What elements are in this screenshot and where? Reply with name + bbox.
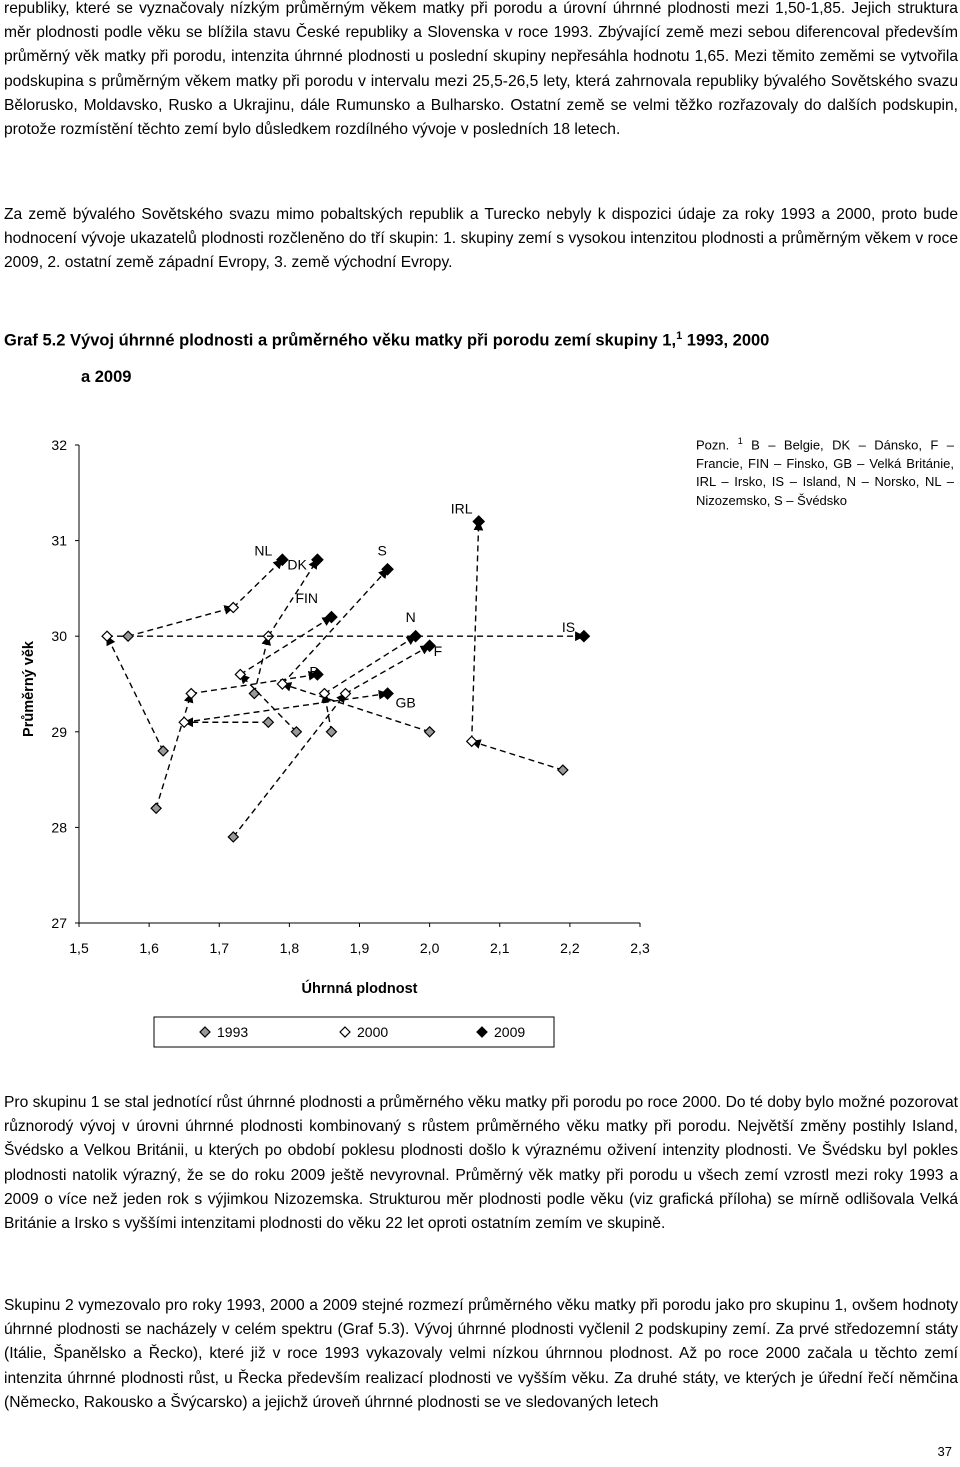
trajectory-segment [472,521,479,741]
trajectory-segment [282,569,387,684]
note-text: B – Belgie, DK – Dánsko, F – Francie, FIN – Finsko, GB – Velká Británie, IRL – Irsko, IS – Island, N – Norsko, NL – Nizozemsko, S – Švédsko [696,437,954,508]
paragraph-1: republiky, které se vyznačovaly nízkým průměrným věkem matky při porodu a úrovní úhrnné plodnosti mezi 1,50-1,85. Jejich struktura měr plodnosti podle věku se blížila stavu České republiky a Slovenska v roce 1993. Zbývající země mezi sebou diferencoval především průměrný věk matky při porodu, intenzita úhrnné plodnosti u poslední skupiny nepřesáhla hodnotu 1,65. Mezi těmito zeměmi se vytvořila podskupina s průměrným věkem matky při porodu v intervalu mezi 25,5-26,5 lety, která zahrnovala republiky bývalého Sovětského svazu Bělorusko, Moldavsko, Rusko a Ukrajinu, dále Rumunsko a Bulharsko. Ostatní země se velmi těžko rozřazovaly do dalších podskupin, protože rozmístění těchto zemí bylo důsledkem rozdílného vývoje v posledních 18 letech. [4,0,958,139]
y-tick-label: 30 [51,628,67,645]
point-1993 [123,631,133,641]
point-2009 [312,554,323,565]
country-label: NL [254,542,273,559]
point-2009 [410,631,421,642]
point-2009 [382,688,393,699]
point-2000 [102,631,112,641]
point-2009 [326,612,337,623]
x-tick-label: 1,5 [69,940,89,956]
paragraph-4: Skupinu 2 vymezovalo pro roky 1993, 2000 a 2009 stejné rozmezí průměrného věku matky při porodu jako pro skupinu 1, ovšem hodnoty úhrnné plodnosti se nacházely v celém spektru (Graf 5.3). Vývoj úhrnné plodnosti vyčlenil 2 podskupiny zemí. Za prvé středozemní státy (Itálie, Španělsko a Řecko), které již v roce 1993 vykazovaly velmi nízkou úhrnnou plodnost. Až po roce 2000 začala u těchto zemí intenzita úhrnné plodnosti růst, u Řecka především realizací plodnosti ve vyšším věku. Za druhé státy, ve kterých je úřední řečí němčina (Německo, Rakousko a Švýcarsko) a jejichž úroveň úhrnné plodnosti se ve sledovaných letech [4,1297,958,1411]
trajectory-segment [128,608,233,637]
country-label: F [433,642,443,659]
x-tick-label: 1,7 [209,940,229,956]
point-2000 [467,736,477,746]
country-label: IRL [450,500,473,517]
figure-heading-years: 1993, 2000 [682,331,770,350]
x-axis-title: Úhrnná plodnost [301,981,418,997]
trajectory-segment [107,636,163,751]
footnote-mark: 1 [676,330,683,342]
point-2000 [186,689,196,699]
scatter-chart [0,400,690,1060]
x-tick-label: 2,1 [490,940,510,956]
country-label: B [309,663,319,680]
point-1993 [326,727,336,737]
point-2009 [473,516,484,527]
y-tick-label: 29 [51,723,67,740]
point-1993 [249,689,259,699]
y-axis-title: Průměrný věk [21,641,37,737]
point-2000 [179,717,189,727]
figure-note [696,432,954,510]
x-tick-label: 2,3 [630,940,650,956]
y-tick-label: 32 [51,437,67,453]
x-tick-label: 1,6 [139,940,159,956]
legend-label: 1993 [217,1024,249,1040]
trajectory-segment [345,646,429,694]
country-label: GB [395,694,416,711]
paragraph-3: Pro skupinu 1 se stal jednotící růst úhrnné plodnosti a průměrného věku matky při porodu po roce 2000. Do té doby bylo možné pozorovat různorodý vývoj v úrovni úhrnné plodnosti kombinovaný s růstem průměrného věku matky při porodu. Největší změny postihly Island, Švédsko a Velkou Británii, u kterých po období poklesu plodnosti došlo k výraznému oživení intenzity plodnosti. Ve Švédsku byl pokles plodnosti natolik výrazný, že se do roku 2009 ještě nevyrovnal. Průměrný věk matky při porodu u všech zemí vzrostl mezi roky 1993 a 2009 o více než jeden rok s výjimkou Nizozemska. Strukturou měr plodnosti podle věku (viz grafická příloha) se mírně odlišovala Velká Británie a Irsko s vyššími intenzitami plodnosti do věku 22 let oproti ostatním zemím ve skupině. [4,1094,958,1233]
note-prefix: Pozn. [696,437,730,453]
x-tick-label: 1,9 [349,940,370,956]
figure-heading-text: Graf 5.2 Vývoj úhrnné plodnosti a průměrného věku matky při porodu zemí skupiny 1, [4,331,677,350]
trajectory-segment [254,636,268,693]
note-mark: 1 [737,436,743,446]
trajectory-segment [184,694,387,723]
country-label: DK [287,556,307,573]
point-2009 [578,631,589,642]
figure-heading [4,330,954,351]
point-2000 [340,689,350,699]
point-1993 [263,717,273,727]
trajectory-segment [324,636,415,693]
point-1993 [158,746,168,756]
legend-label: 2009 [494,1024,526,1040]
page-number: 37 [937,1444,952,1459]
country-label: IS [561,619,576,636]
trajectory-segment [472,741,563,770]
y-tick-label: 31 [51,532,67,549]
trajectory-segment [233,560,282,608]
point-1993 [558,765,568,775]
country-label: N [405,609,416,626]
paragraph-2: Za země bývalého Sovětského svazu mimo pobaltských republik a Turecko nebyly k dispozici údaje za roky 1993 a 2000, proto bude hodnocení vývoje ukazatelů plodnosti rozčleněno do tří skupin: 1. skupiny zemí s vysokou intenzitou plodnosti a průměrným věkem v roce 2009, 2. ostatní země západní Evropy, 3. země východní Evropy. [4,206,958,272]
country-label: FIN [295,590,319,607]
country-label: S [377,542,387,559]
legend-label: 2000 [357,1024,389,1040]
trajectory-segment [233,694,345,837]
y-tick-label: 28 [51,819,67,836]
x-tick-label: 2,0 [419,940,440,956]
x-tick-label: 2,2 [560,940,580,956]
point-1993 [151,803,161,813]
x-tick-label: 1,8 [279,940,300,956]
point-1993 [425,727,435,737]
y-tick-label: 27 [51,915,67,931]
figure-heading-line2: a 2009 [81,368,132,386]
